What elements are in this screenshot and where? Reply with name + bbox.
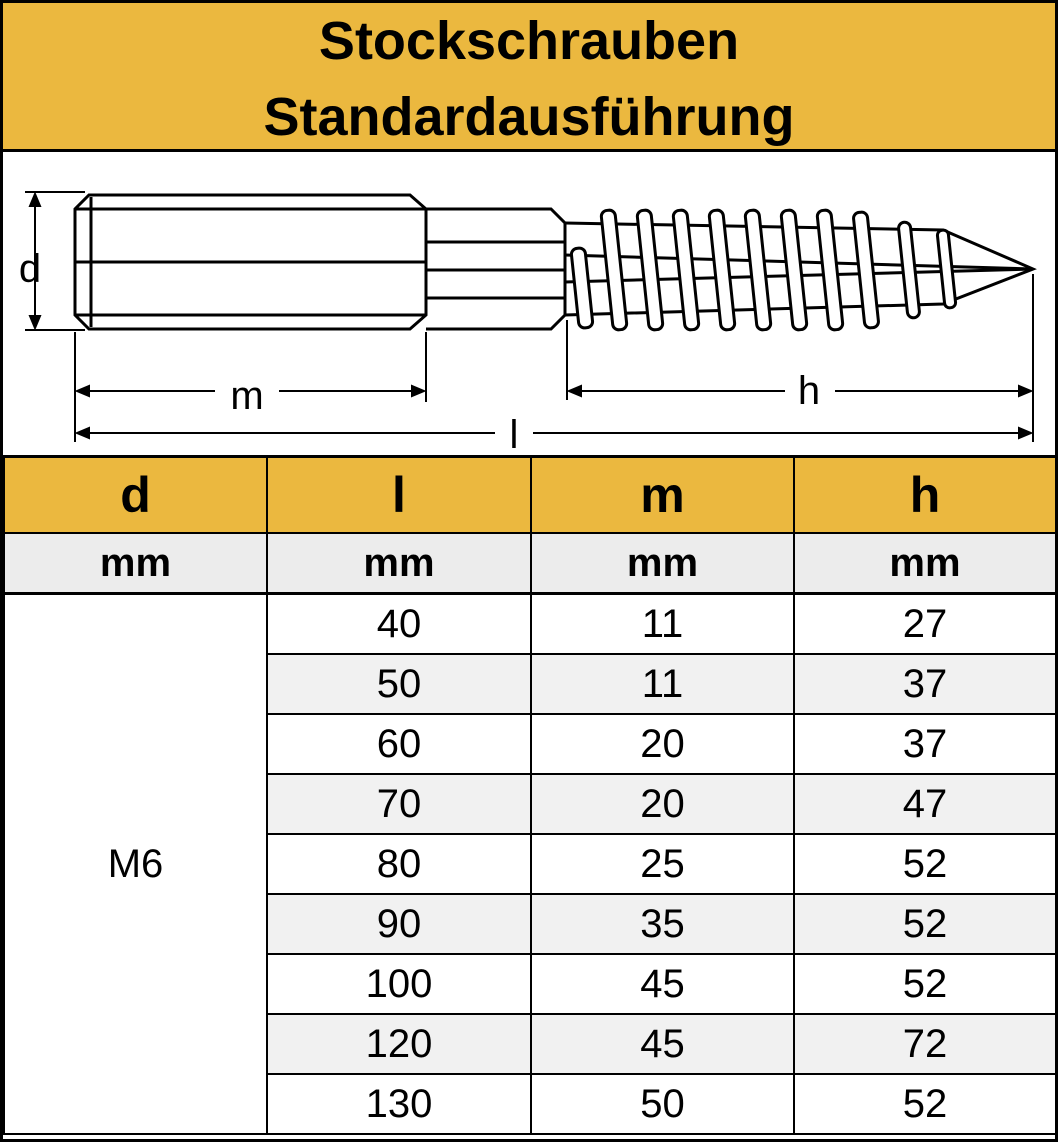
table-header-row: [4, 457, 1056, 534]
cell-h: 52: [794, 1074, 1056, 1134]
title-band: [3, 3, 1055, 152]
cell-l: 80: [267, 834, 531, 894]
cell-m: 25: [531, 834, 794, 894]
cell-h: 37: [794, 714, 1056, 774]
cell-l: 60: [267, 714, 531, 774]
title-line-1: Stockschrauben: [318, 11, 740, 71]
table-row: [4, 594, 1056, 655]
cell-m: 45: [531, 1014, 794, 1074]
title-line-2: Standardausführung: [263, 87, 795, 147]
screw-drawing: [3, 152, 1055, 455]
cell-l: 100: [267, 954, 531, 1014]
col-header-m: m: [531, 457, 794, 534]
unit-d: mm: [4, 533, 267, 594]
cell-l: 70: [267, 774, 531, 834]
unit-l: mm: [267, 533, 531, 594]
screw-diagram: [3, 152, 1055, 455]
cell-h: 52: [794, 954, 1056, 1014]
dim-label-l: l: [509, 413, 519, 455]
cell-m: 35: [531, 894, 794, 954]
col-header-h: h: [794, 457, 1056, 534]
cell-h: 47: [794, 774, 1056, 834]
cell-l: 90: [267, 894, 531, 954]
cell-h: 52: [794, 834, 1056, 894]
cell-l: 130: [267, 1074, 531, 1134]
table-unit-row: [4, 533, 1056, 594]
dim-label-m: m: [230, 374, 264, 418]
dimension-table-wrap: [3, 455, 1055, 1135]
dim-label-d: d: [18, 247, 42, 291]
cell-m: 11: [531, 594, 794, 655]
cell-h: 72: [794, 1014, 1056, 1074]
cell-l: 120: [267, 1014, 531, 1074]
cell-h: 52: [794, 894, 1056, 954]
unit-h: mm: [794, 533, 1056, 594]
dim-label-h: h: [797, 369, 821, 413]
cell-m: 50: [531, 1074, 794, 1134]
dimension-table: [3, 455, 1057, 1135]
unit-m: mm: [531, 533, 794, 594]
cell-m: 20: [531, 774, 794, 834]
d-value-cell: M6: [4, 594, 267, 1135]
col-header-d: d: [4, 457, 267, 534]
cell-l: 40: [267, 594, 531, 655]
cell-h: 27: [794, 594, 1056, 655]
cell-m: 20: [531, 714, 794, 774]
cell-m: 45: [531, 954, 794, 1014]
col-header-l: l: [267, 457, 531, 534]
cell-m: 11: [531, 654, 794, 714]
cell-l: 50: [267, 654, 531, 714]
cell-h: 37: [794, 654, 1056, 714]
